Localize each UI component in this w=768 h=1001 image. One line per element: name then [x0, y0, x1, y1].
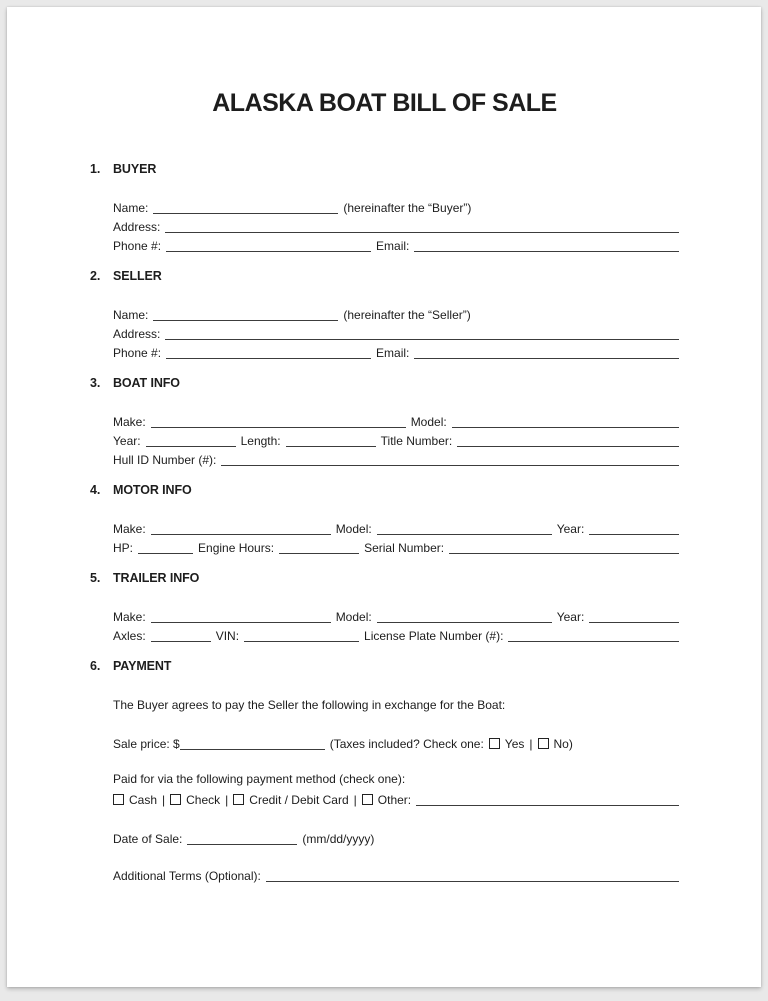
section-heading-label: BUYER: [113, 162, 157, 176]
trailer-axles-label: Axles:: [113, 629, 146, 643]
document-page: [7, 7, 761, 987]
trailer-year-label: Year:: [556, 610, 585, 624]
date-of-sale-label: Date of Sale:: [113, 832, 183, 846]
motor-hp-label: HP:: [113, 541, 134, 555]
motor-hp-hours-serial-row: [113, 539, 679, 558]
section-number: 4.: [90, 483, 101, 497]
section-heading-label: TRAILER INFO: [113, 571, 200, 585]
buyer-address-label: Address:: [113, 220, 161, 234]
trailer-vin-field[interactable]: [244, 640, 359, 642]
date-of-sale-row: [113, 830, 679, 849]
seller-phone-field[interactable]: [166, 357, 371, 359]
buyer-name-row: [113, 199, 679, 218]
motor-engine-hours-label: Engine Hours:: [198, 541, 275, 555]
buyer-name-label: Name:: [113, 201, 149, 215]
motor-make-field[interactable]: [151, 533, 331, 535]
check-label: Check: [186, 793, 221, 807]
section-number: 6.: [90, 659, 101, 673]
cash-label: Cash: [129, 793, 158, 807]
seller-email-field[interactable]: [414, 357, 679, 359]
motor-model-field[interactable]: [377, 533, 552, 535]
payment-method-intro-row: [113, 770, 679, 789]
section-payment-heading: [90, 659, 679, 674]
seller-name-suffix: (hereinafter the “Seller”): [343, 308, 471, 322]
sale-price-label: Sale price: $: [113, 737, 180, 751]
boat-year-field[interactable]: [146, 445, 236, 447]
boat-make-field[interactable]: [151, 426, 406, 428]
pipe-separator: |: [225, 793, 229, 807]
boat-hull-id-row: [113, 451, 679, 470]
seller-address-label: Address:: [113, 327, 161, 341]
boat-hull-id-field[interactable]: [221, 464, 679, 466]
motor-rows: [113, 520, 679, 558]
buyer-rows: [113, 199, 679, 256]
boat-make-label: Make:: [113, 415, 146, 429]
trailer-axles-field[interactable]: [151, 640, 211, 642]
document-title: ALASKA BOAT BILL OF SALE: [212, 89, 557, 117]
other-method-field[interactable]: [416, 804, 679, 806]
section-buyer-heading: [90, 162, 679, 177]
sale-price-field[interactable]: [180, 748, 325, 750]
buyer-phone-label: Phone #:: [113, 239, 162, 253]
section-motor-heading: [90, 483, 679, 498]
taxes-included-label: (Taxes included? Check one:: [329, 737, 484, 751]
buyer-name-field[interactable]: [153, 212, 338, 214]
buyer-name-suffix: (hereinafter the “Buyer”): [343, 201, 472, 215]
section-boat-heading: [90, 376, 679, 391]
section-seller: [90, 269, 679, 363]
buyer-phone-email-row: [113, 237, 679, 256]
trailer-rows: [113, 608, 679, 646]
section-heading-label: BOAT INFO: [113, 376, 180, 390]
seller-rows: [113, 306, 679, 363]
cash-checkbox[interactable]: [113, 794, 124, 805]
seller-email-label: Email:: [376, 346, 410, 360]
buyer-email-label: Email:: [376, 239, 410, 253]
trailer-make-label: Make:: [113, 610, 146, 624]
taxes-yes-label: Yes: [504, 737, 525, 751]
section-trailer-info: [90, 571, 679, 646]
section-motor-info: [90, 483, 679, 558]
additional-terms-row: [113, 867, 679, 886]
motor-engine-hours-field[interactable]: [279, 552, 359, 554]
boat-year-length-title-row: [113, 432, 679, 451]
check-checkbox[interactable]: [170, 794, 181, 805]
taxes-yes-checkbox[interactable]: [489, 738, 500, 749]
seller-name-label: Name:: [113, 308, 149, 322]
trailer-model-label: Model:: [335, 610, 372, 624]
boat-hull-id-label: Hull ID Number (#):: [113, 453, 217, 467]
trailer-year-field[interactable]: [589, 621, 679, 623]
section-buyer: [90, 162, 679, 256]
boat-title-number-label: Title Number:: [380, 434, 453, 448]
pipe-separator: |: [353, 793, 357, 807]
trailer-axles-vin-plate-row: [113, 627, 679, 646]
payment-rows: [113, 696, 679, 886]
payment-method-options-row: [113, 791, 679, 810]
trailer-vin-label: VIN:: [215, 629, 240, 643]
buyer-address-row: [113, 218, 679, 237]
seller-address-row: [113, 325, 679, 344]
section-boat-info: [90, 376, 679, 470]
section-number: 2.: [90, 269, 101, 283]
trailer-make-model-year-row: [113, 608, 679, 627]
payment-intro-row: [113, 696, 679, 715]
trailer-license-plate-field[interactable]: [508, 640, 679, 642]
credit-debit-checkbox[interactable]: [233, 794, 244, 805]
section-number: 1.: [90, 162, 101, 176]
trailer-make-field[interactable]: [151, 621, 331, 623]
motor-year-label: Year:: [556, 522, 585, 536]
section-trailer-heading: [90, 571, 679, 586]
trailer-model-field[interactable]: [377, 621, 552, 623]
boat-length-field[interactable]: [286, 445, 376, 447]
motor-make-model-year-row: [113, 520, 679, 539]
other-label: Other:: [377, 793, 412, 807]
seller-address-field[interactable]: [165, 338, 679, 340]
motor-serial-number-field[interactable]: [449, 552, 679, 554]
additional-terms-field[interactable]: [266, 880, 679, 882]
motor-hp-field[interactable]: [138, 552, 193, 554]
sale-price-row: [113, 735, 679, 754]
additional-terms-label: Additional Terms (Optional):: [113, 869, 261, 883]
seller-phone-email-row: [113, 344, 679, 363]
boat-year-label: Year:: [113, 434, 141, 448]
boat-model-field[interactable]: [452, 426, 679, 428]
credit-debit-label: Credit / Debit Card: [249, 793, 349, 807]
payment-intro-text: The Buyer agrees to pay the Seller the following in exchange for the Boat:: [113, 698, 506, 712]
motor-serial-number-label: Serial Number:: [364, 541, 445, 555]
boat-make-model-row: [113, 413, 679, 432]
seller-name-row: [113, 306, 679, 325]
other-checkbox[interactable]: [362, 794, 373, 805]
seller-phone-label: Phone #:: [113, 346, 162, 360]
date-format-hint: (mm/dd/yyyy): [302, 832, 375, 846]
boat-length-label: Length:: [240, 434, 281, 448]
taxes-no-checkbox[interactable]: [538, 738, 549, 749]
section-number: 5.: [90, 571, 101, 585]
buyer-phone-field[interactable]: [166, 250, 371, 252]
motor-make-label: Make:: [113, 522, 146, 536]
boat-rows: [113, 413, 679, 470]
section-heading-label: MOTOR INFO: [113, 483, 192, 497]
section-number: 3.: [90, 376, 101, 390]
buyer-address-field[interactable]: [165, 231, 679, 233]
section-heading-label: SELLER: [113, 269, 162, 283]
taxes-no-label: No): [553, 737, 573, 751]
boat-model-label: Model:: [410, 415, 447, 429]
section-seller-heading: [90, 269, 679, 284]
buyer-email-field[interactable]: [414, 250, 679, 252]
section-payment: [90, 659, 679, 886]
date-of-sale-field[interactable]: [187, 843, 297, 845]
payment-method-intro-text: Paid for via the following payment method (check one):: [113, 772, 406, 786]
pipe-separator: |: [529, 737, 533, 751]
motor-model-label: Model:: [335, 522, 372, 536]
motor-year-field[interactable]: [589, 533, 679, 535]
trailer-license-plate-label: License Plate Number (#):: [364, 629, 504, 643]
seller-name-field[interactable]: [153, 319, 338, 321]
pipe-separator: |: [162, 793, 166, 807]
section-heading-label: PAYMENT: [113, 659, 172, 673]
boat-title-number-field[interactable]: [457, 445, 679, 447]
